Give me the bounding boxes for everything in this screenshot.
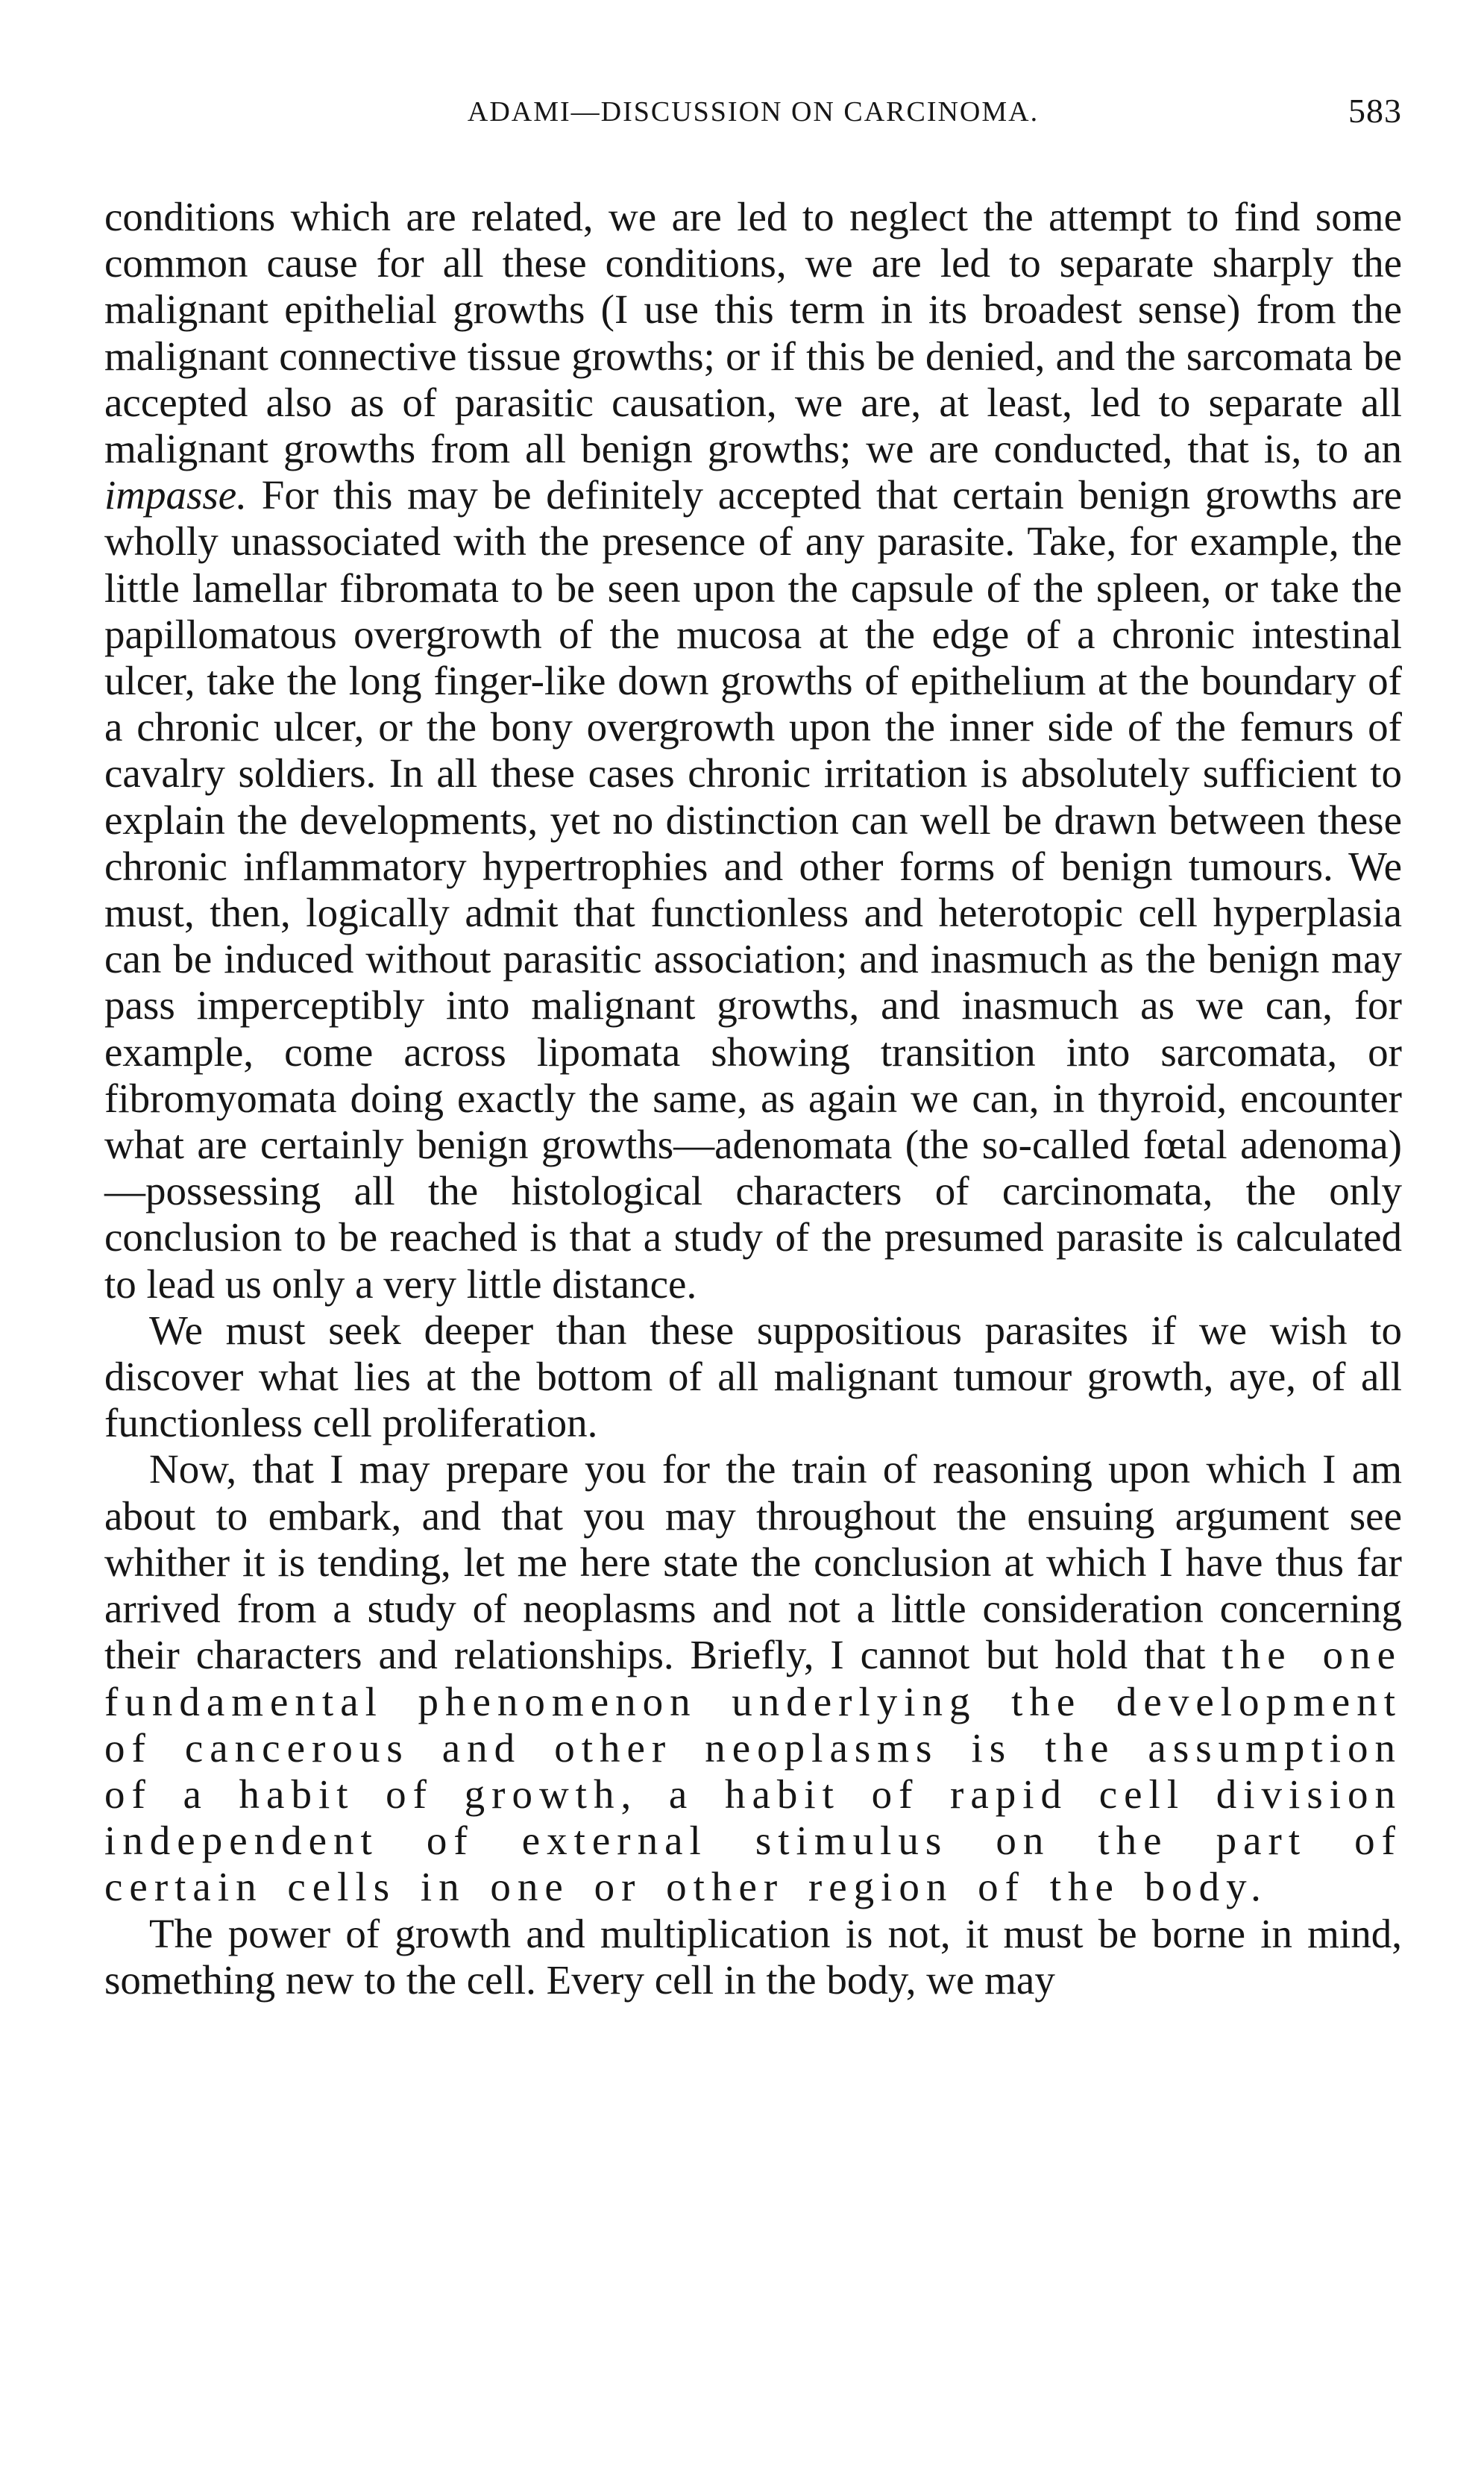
page-number: 583 [1348,92,1402,130]
running-head [104,82,1402,142]
paragraph-1-text-after: For this may be definitely accepted that certain benign growths are wholly unassociated with the presence of any parasite. Take, for example, the little lamellar fibromata to be seen upon the capsule of the spleen, or take the papillomatous overgrowth of the mucosa at the edge of a chronic intestinal ulcer, take the long finger-like down growths of epithelium at the boundary of a chronic ulcer, or the bony overgrowth upon the inner side of the femurs of cavalry soldiers. In all these cases chronic irritation is absolutely sufficient to explain the developments, yet no distinction can well be drawn between these chronic inflammatory hypertrophies and other forms of benign tumours. We must, then, logically admit that functionless and heterotopic cell hyperplasia can be induced without parasitic association; and inasmuch as the benign may pass imperceptibly into malignant growths, and inasmuch as we can, for example, come across lipomata showing transition into sarcomata, or fibromyomata doing exactly the same, as again we can, in thyroid, encounter what are certainly benign growths—adenomata (the so-called fœtal adenoma)—possessing all the histological characters of carcinomata, the only conclusion to be reached is that a study of the presumed parasite is calculated to lead us only a very little distance. [104,472,1402,1307]
document-page [104,82,1402,2431]
paragraph-2: We must seek deeper than these suppositious parasites if we wish to discover what lies at the bottom of all malignant tumour growth, aye, of all functionless cell proliferation. [104,1307,1402,1446]
paragraph-3-text-before: Now, that I may prepare you for the train of reasoning upon which I am about to embark, and that you may throughout the ensuing argument see whither it is tending, let me here state the conclusion at which I have thus far arrived from a study of neoplasms and not a little consideration concerning their characters and relationships. Briefly, I cannot but hold that [104,1446,1402,1678]
running-title: ADAMI—DISCUSSION ON CARCINOMA. [467,96,1040,128]
body-text [104,194,1402,2003]
paragraph-3 [104,1446,1402,1910]
paragraph-4: The power of growth and multiplication is not, it must be borne in mind, something new to the cell. Every cell in the body, we may [104,1910,1402,2003]
paragraph-1-text-before: conditions which are related, we are led to neglect the attempt to find some common cause for all these conditions, we are led to separate sharply the malignant epithelial growths (I use this term in its broadest sense) from the malignant connective tissue growths; or if this be denied, and the sarcomata be accepted also as of parasitic causation, we are, at least, led to separate all malignant growths from all benign growths; we are conducted, that is, to an [104,194,1402,472]
paragraph-1 [104,194,1402,1307]
italic-term-impasse: impasse. [104,472,247,518]
paragraph-3-spaced-emphasis: the one fundamental phenomenon underlying the development of cancerous and other neoplasms is the assumption of a habit of growth, a habit of rapid cell division independent of external stimulus on the part of certain cells in one or other region of the body. [104,1632,1402,1910]
